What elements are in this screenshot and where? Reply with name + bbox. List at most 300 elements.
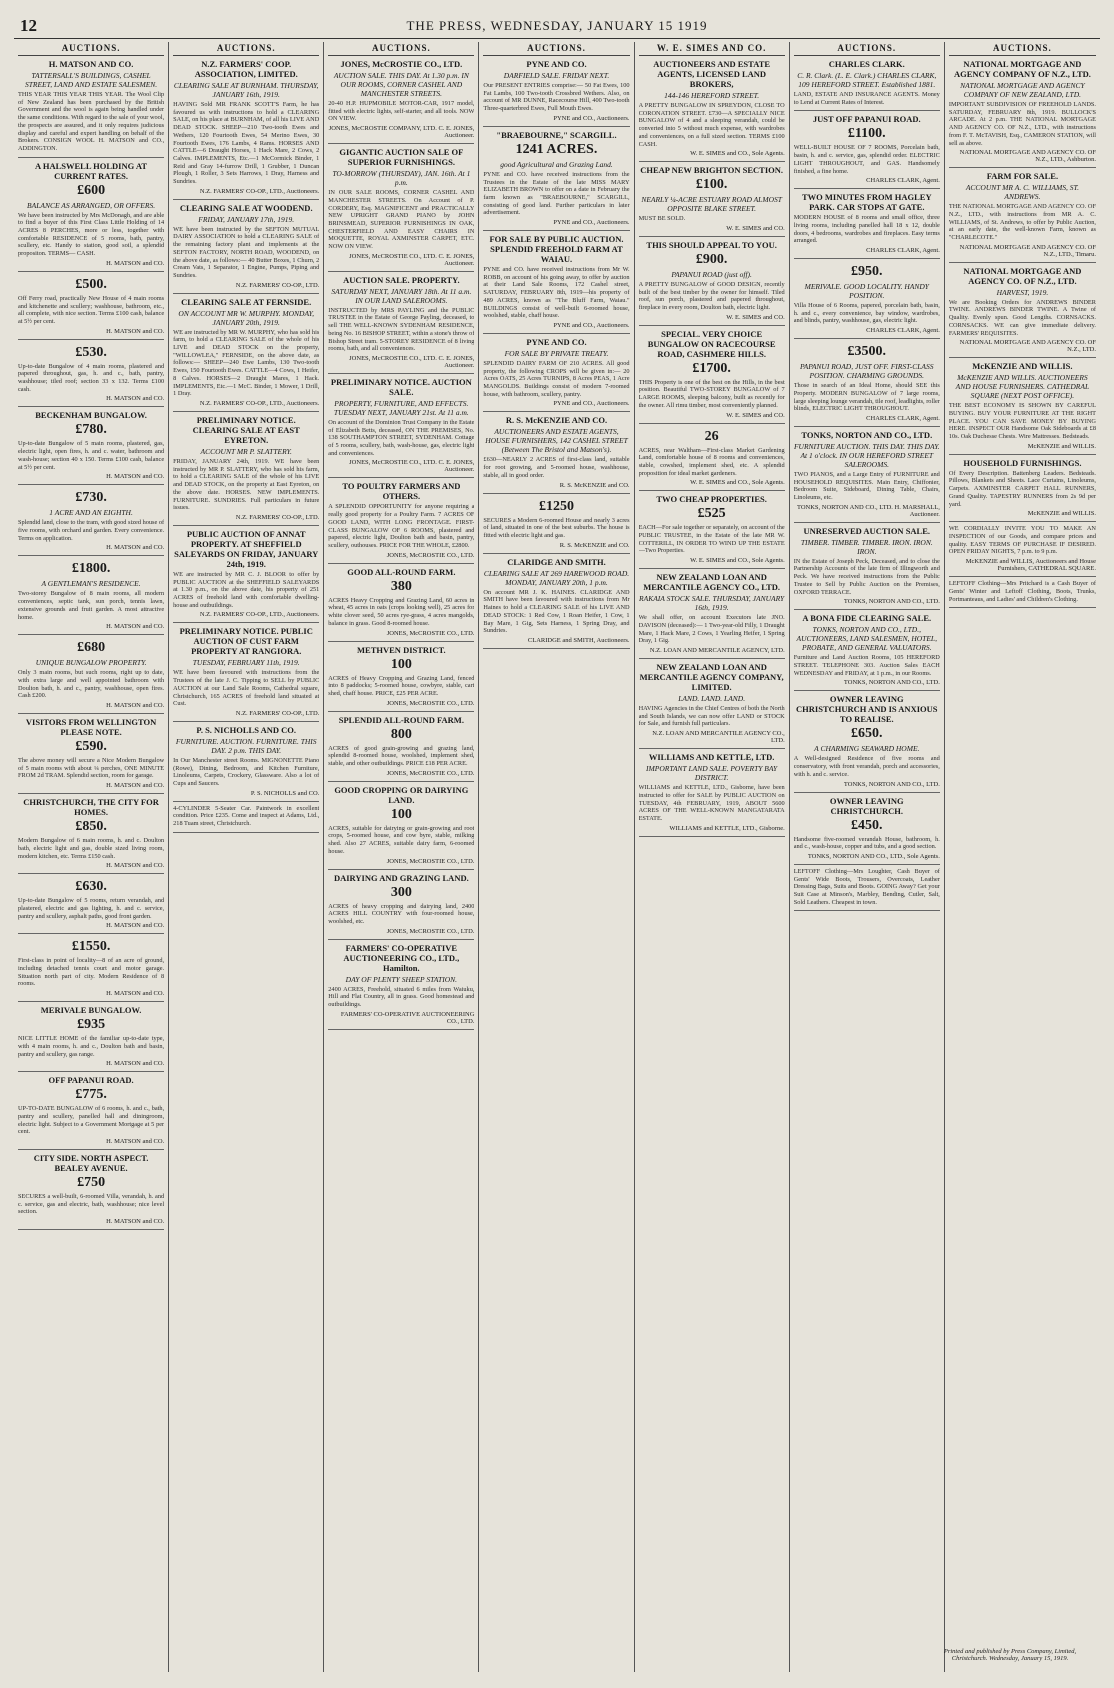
ad-body-text: Two-storey Bungalow of 8 main rooms, all modern conveniences, septic tank, sun porch, tennis lawn, extensive grounds and fruit garden. A most attractive home.	[18, 590, 165, 621]
advertisement	[173, 526, 319, 624]
ad-signature: H. MATSON and CO.	[106, 1218, 165, 1226]
ad-body-text: Our PRESENT ENTRIES comprise:— 50 Fat Ewes, 100 Fat Lambs, 100 Two-tooth Crossbred Wethers. Also, on account of MR DUNNE, Racecourse Hill, 400 Two-tooth Three-quarterbred Ewes, Full Mouth Ewes.	[483, 82, 630, 113]
ad-subheading: SATURDAY NEXT, JANUARY 18th. At 11 a.m. IN OUR LAND SALEROOMS.	[331, 286, 472, 305]
advertisement	[18, 934, 164, 1002]
advertisement	[18, 158, 164, 272]
advertisement	[794, 610, 940, 691]
column-header: AUCTIONS.	[794, 42, 940, 56]
page-title: THE PRESS, WEDNESDAY, JANUARY 15 1919	[406, 18, 708, 33]
advertisement	[794, 691, 940, 792]
ad-signature: JONES, McCROSTIE CO., LTD.	[386, 629, 475, 637]
ad-body-text: A Well-designed Residence of five rooms and conservatory, with front verandah, porch and accessories, with h. and c. service.	[793, 755, 940, 778]
ad-signature: JONES, McCROSTIE CO., LTD.	[386, 551, 475, 559]
ad-heading: UNRESERVED AUCTION SALE.	[803, 525, 931, 536]
ad-signature: JONES, McCROSTIE CO., LTD. C. E. JONES, Auctioneer.	[349, 459, 475, 474]
ad-subheading: A GENTLEMAN'S RESIDENCE.	[41, 579, 141, 589]
ad-subheading: LAND. LAND. LAND.	[678, 693, 746, 703]
ad-heading: TWO CHEAP PROPERTIES.	[656, 494, 767, 505]
ad-heading: NEW ZEALAND LOAN AND MERCANTILE AGENCY CO., LTD.	[643, 572, 781, 593]
advertisement	[794, 259, 940, 339]
ad-price: £3500.	[847, 344, 887, 360]
ad-body-text: Up-to-date Bungalow of 4 main rooms, plastered and papered throughout, gas, h. and c., bath, pantry, washhouse; tiled roof; section 33 x 132. Terms £100 cash.	[18, 362, 165, 393]
ad-body-text: EACH—For sale together or separately, on account of the PUBLIC TRUSTEE, in the Estate of the late MR W. COTTERILL, IN ORDER TO WIND UP THE ESTATE—Two Properties.	[638, 524, 785, 555]
ad-signature: WILLIAMS and KETTLE, LTD., Gisborne.	[669, 824, 785, 832]
advertisement	[483, 412, 629, 493]
column-header: AUCTIONS.	[483, 42, 629, 56]
advertisement	[949, 263, 1096, 359]
ad-body-text: THE BEST ECONOMY IS SHOWN BY CAREFUL BUYING. BUY YOUR FURNITURE AT THE RIGHT PLACE. YOU CAN SAVE MONEY BY BUYING HERE. INSPECT OUR Handsome Oak Sideboards at £8 10s. Oak Duchesse Chests. Wire Mattresses. Bedsteads.	[948, 402, 1096, 441]
advertisement	[328, 374, 474, 479]
column-header: AUCTIONS.	[18, 42, 164, 56]
ad-body-text: 20-40 H.P. HUPMOBILE MOTOR-CAR, 1917 model, fitted with electric lights, self-starter, and all tools. NOW ON VIEW.	[328, 100, 475, 123]
ad-price: £525	[697, 506, 726, 522]
ad-subheading: DAY OF PLENTY SHEEP STATION.	[345, 974, 458, 984]
ad-signature: N.Z. LOAN AND MERCANTILE AGENCY, LTD.	[649, 646, 785, 654]
ad-heading: FOR SALE BY PUBLIC AUCTION. SPLENDID FREEHOLD FARM AT WAIAU.	[489, 234, 624, 265]
ad-body-text: THE NATIONAL MORTGAGE AND AGENCY CO. OF N.Z., LTD., with instructions from MR A. C. WILLIAMS, of St. Andrews, to offer by Public Auction, at an early date, the well-known Farm, known as "CHARLECOTE."	[948, 203, 1096, 242]
ad-body-text: A PRETTY BUNGALOW of GOOD DESIGN, recently built of the best timber by the owner for himself. Tiled roof, sun porch, plastered and papered throughout, fireplace in every room, Doulton bath, electric light.	[638, 280, 785, 312]
ad-subheading: TATTERSALL'S BUILDINGS, CASHEL STREET, LAND AND ESTATE SALESMEN.	[24, 71, 158, 89]
ad-signature: N.Z. FARMERS' CO-OP., LTD.	[235, 709, 320, 717]
ad-subheading: FURNITURE AUCTION. THIS DAY. THIS DAY. At 1 o'clock. IN OUR HEREFORD STREET SALEROOMS.	[793, 441, 940, 469]
ad-heading: R. S. McKENZIE AND CO.	[505, 415, 608, 426]
advertisement	[639, 237, 785, 326]
advertisement	[639, 491, 785, 569]
ad-subheading: AUCTION SALE. THIS DAY. At 1.30 p.m. IN OUR ROOMS, CORNER CASHEL AND MANCHESTER STREETS.	[333, 71, 469, 98]
ad-signature: PYNE and CO., Auctioneers.	[553, 219, 630, 227]
advertisement	[949, 522, 1096, 577]
ad-price: 26	[704, 428, 719, 444]
ad-heading: H. MATSON AND CO.	[48, 59, 134, 69]
ad-heading: P. S. NICHOLLS AND CO.	[196, 724, 296, 735]
advertisement	[173, 623, 319, 722]
advertisement	[639, 749, 785, 837]
ad-body-text: Splendid land, close to the tram, with good sized house of five rooms, with orchard and garden. Every convenience. Terms on application.	[18, 519, 165, 542]
ad-subheading: 1 ACRE AND AN EIGHTH.	[49, 508, 133, 518]
ad-subheading: 144-146 HEREFORD STREET.	[664, 91, 760, 100]
ad-subheading: MERIVALE. GOOD LOCALITY. HANDY POSITION.	[804, 282, 929, 301]
ad-body-text: INSTRUCTED by MRS PAYLING and the PUBLIC TRUSTEE in the Estate of George Payling, deceased, to sell THE WELL-KNOWN SYDENHAM RESIDENCE, being No. 16 BISHOP STREET, within a stone's throw of Bishop Street tram. 5-STOREY RESIDENCE of 8 living rooms, bath, and all conveniences.	[328, 306, 475, 353]
ad-heading: PRELIMINARY NOTICE. PUBLIC AUCTION OF CUST FARM PROPERTY AT RANGIORA.	[179, 626, 313, 657]
ad-body-text: FRIDAY, JANUARY 24th, 1919. WE have been instructed by MR P. SLATTERY, who has sold his farm, to hold a CLEARING SALE of the whole of his LIVE and DEAD STOCK, on the property at East Eyreton, on the above date. HORSES. NEW IMPLEMENTS. FURNITURE. SUNDRIES. Full particulars in future issues.	[173, 457, 320, 512]
ad-price: £530.	[75, 344, 107, 360]
column-header: AUCTIONS.	[173, 42, 319, 56]
ad-subheading: good Agricultural and Grazing Land.	[500, 159, 613, 169]
ad-signature: W. E. SIMES and CO.	[726, 411, 785, 419]
advertisement	[639, 326, 785, 424]
ad-price: 1241 ACRES.	[515, 141, 598, 157]
ad-signature: CHARLES CLARK, Agent.	[866, 177, 940, 185]
ad-heading: PYNE AND CO.	[526, 59, 587, 69]
advertisement	[18, 407, 164, 485]
ad-body-text: Villa House of 6 Rooms, papered, porcelain bath, basin, h. and c., every convenience, bay window, wardrobes, and blinds, pantry, washhouse, gas, electric light.	[793, 302, 940, 325]
ad-subheading: HARVEST, 1919.	[996, 287, 1049, 297]
advertisement	[949, 56, 1096, 168]
ad-body-text: In Our Manchester street Rooms. MIGNONETTE Piano (Rowe), Dining, Bedroom, and Kitchen Furniture, Linoleums, Carpets, Crockery, Glassware. Also a lot of Cups and Saucers.	[173, 756, 320, 788]
advertisement	[18, 556, 164, 635]
ad-price: £775.	[75, 1087, 107, 1103]
ad-body-text: We have been instructed by Mrs McDonagh, and are able to find a buyer of this First Class Little Holding of 14 ACRES 8 PERCHES, more or less, together with comfortable RESIDENCE of 5 rooms, bath, pantry, scullery, etc. Handy to station, good soil, a splendid propositon. TERMS— CASH.	[18, 211, 165, 258]
advertisement	[794, 56, 940, 111]
column-header: AUCTIONS.	[328, 42, 474, 56]
ad-heading: GIGANTIC AUCTION SALE OF SUPERIOR FURNISHINGS.	[339, 147, 464, 168]
ad-heading: PUBLIC AUCTION OF ANNAT PROPERTY. AT SHEFFIELD SALEYARDS ON FRIDAY, JANUARY 24th, 1919.	[174, 528, 319, 569]
ad-signature: JONES, McCROSTIE CO., LTD.	[386, 699, 475, 707]
ad-body-text: PYNE and CO. have received instructions from Mr W. ROBB, on account of his going away, to offer by auction at their Land Sale Rooms, 172 Cashel street, SATURDAY, FEBRUARY 8th, 1919—his property of 489 ACRES, known as "The Bluff Farm, Waiau." BUILDINGS consist of well-built 6-roomed house, woolshed, stable, chaff house.	[483, 266, 630, 320]
advertisement	[328, 478, 474, 563]
ad-signature: W. E. SIMES and CO., Sole Agents.	[690, 150, 785, 158]
ad-heading: TO POULTRY FARMERS AND OTHERS.	[342, 481, 461, 502]
advertisement	[483, 554, 629, 649]
advertisement	[639, 569, 785, 659]
ad-price: £900.	[695, 251, 728, 267]
advertisement	[18, 635, 164, 714]
advertisement	[794, 523, 940, 611]
ad-subheading: PROPERTY, FURNITURE, AND EFFECTS. TUESDAY NEXT, JANUARY 21st. At 11 a.m.	[333, 398, 469, 417]
ad-body-text: HAVING Sold MR FRANK SCOTT'S Farm, he has favoured us with instructions to hold a CLEARING SALE, on his place at BURNHAM, of all his LIVE AND DEAD STOCK. SHEEP—210 Two-tooth Ewes and Wethers, 120 Fourtooth Ewes, 54 Merino Ewes, 30 Fourtooth Ewes, 176 Lambs, 4 Rams. HORSES AND CATTLE—6 Draught Horses, 1 Hack Mare, 2 Cows, 2 Calves. IMPLEMENTS, Etc.—1 McCormick Binder, 1 Reid and Gray 14-furrow Drill, 1 Grubber, 1 Duncan Plough, 1 Roller, 3 Sets Harrows, 1 Dray, Harness and Sundries.	[173, 101, 320, 186]
ad-body-text: HAVING Agencies in the Chief Centres of both the North and South Islands, we can now offer LAND or STOCK for Sale, and furnish full particulars.	[638, 704, 785, 728]
ad-heading: "BRAEBOURNE," SCARGILL.	[496, 129, 617, 140]
ad-body-text: SECURES a Modern 6-roomed House and nearly 3 acres of land, situated in one of the best suburbs. The house is fitted with electric light and gas.	[483, 516, 630, 539]
ad-heading: FARM FOR SALE.	[986, 171, 1059, 182]
ad-signature: JONES, McCROSTIE CO., LTD. C. E. JONES, Auctioneer.	[349, 354, 475, 369]
ad-heading: A BONA FIDE CLEARING SALE.	[802, 613, 932, 624]
ad-heading: TONKS, NORTON AND CO., LTD.	[801, 429, 933, 440]
ad-body-text: ACRES, near Waltham—First-class Market Gardening Land, comfortable house of 8 rooms and conveniences, stable, cowshed, implement shed, etc. A splendid proposition for ideal market gardeners.	[638, 446, 785, 477]
ad-heading: CLEARING SALE AT FERNSIDE.	[181, 296, 312, 307]
ad-price: £750	[77, 1175, 106, 1191]
ad-signature: PYNE and CO., Auctioneers.	[553, 321, 630, 329]
ad-signature: McKENZIE and WILLIS.	[1027, 510, 1096, 518]
ad-subheading: AUCTIONEERS AND ESTATE AGENTS, HOUSE FURNISHERS, 142 CASHEL STREET (Between The Bristol and Matson's).	[485, 427, 628, 455]
ad-subheading: C. R. Clark. (L. E. Clark.) CHARLES CLARK, 109 HEREFORD STREET. Established 1881.	[797, 71, 937, 89]
ad-subheading: RAKAIA STOCK SALE. THURSDAY, JANUARY 16th, 1919.	[639, 594, 785, 613]
ad-price: 100	[390, 656, 412, 672]
ad-signature: JONES, McCROSTIE CO., LTD.	[386, 927, 475, 935]
advertisement	[639, 162, 785, 237]
ad-signature: H. MATSON and CO.	[106, 990, 165, 998]
ad-body-text: The above money will secure a Nice Modern Bungalow of 5 main rooms with about ¼ perches, ONE MINUTE FROM 2d TRAM. Splendid section, room for garage.	[18, 757, 165, 780]
ad-subheading: FURNITURE. AUCTION. FURNITURE. THIS DAY. 2 p.m. THIS DAY.	[175, 736, 317, 755]
advertisement	[794, 111, 940, 189]
ad-body-text: Furniture and Land Auction Rooms, 105 HEREFORD STREET. TELEPHONE 303. Auction Sales EACH WEDNESDAY and FRIDAY, at 1 p.m., in our Rooms.	[793, 654, 940, 677]
ad-subheading: FOR SALE BY PRIVATE TREATY.	[504, 348, 609, 358]
ad-price: £600	[77, 182, 106, 198]
ad-heading: VISITORS FROM WELLINGTON PLEASE NOTE.	[25, 717, 157, 738]
advertisement	[328, 564, 474, 642]
ad-signature: W. E. SIMES and CO.	[726, 224, 785, 232]
ad-body-text: WILLIAMS and KETTLE, LTD., Gisborne, have been instructed to offer for SALE by PUBLIC AUCTION on TUESDAY, 4th FEBRUARY, 1919, ABOUT 5600 ACRES OF THE WELL-KNOWN MANGATARATA ESTATE.	[638, 784, 785, 822]
advertisement	[18, 714, 164, 794]
ad-body-text: ACRES, suitable for dairying or grain-growing and root crops, 5-roomed house, and cow byre, stable, milking shed. Also 27 ACRES, suitable dairy farm, 6-roomed house.	[328, 824, 475, 855]
advertisement	[483, 231, 629, 334]
ad-signature: NATIONAL MORTGAGE AND AGENCY CO. OF N.Z., LTD., Timaru.	[959, 243, 1096, 258]
ad-heading: CHARLES CLARK.	[828, 59, 905, 69]
ad-subheading: TONKS, NORTON AND CO., LTD., AUCTIONEERS, LAND SALESMEN, HOTEL, PROBATE, AND GENERAL VALUATORS.	[796, 625, 937, 653]
column	[324, 42, 479, 1672]
ad-subheading: TIMBER. TIMBER. TIMBER. IRON. IRON. IRON.	[800, 537, 933, 556]
ad-signature: H. MATSON and CO.	[106, 327, 165, 335]
ad-heading: FARMERS' CO-OPERATIVE AUCTIONEERING CO., LTD., Hamilton.	[343, 942, 460, 973]
ad-body-text: Off Ferry road, practically New House of 4 main rooms and kitchenette and scullery; washhouse, bathroom, etc., all complete, with nice section. Terms £100 cash, balance at 5½ per cent.	[18, 294, 165, 325]
ad-heading: GOOD CROPPING OR DAIRYING LAND.	[334, 784, 469, 805]
ad-body-text: IN the Estate of Joseph Peck, Deceased, and to close the Partnership Accounts of the late firm of Illingworth and Peck. We have received instructions from the Public Trustee to Sell by Public Auction on the Premises, OXFORD TERRACE.	[793, 557, 940, 596]
ad-heading: N.Z. FARMERS' COOP. ASSOCIATION, LIMITED.	[194, 59, 298, 79]
advertisement	[639, 659, 785, 749]
ad-body-text: WELL-BUILT HOUSE OF 7 ROOMS, Porcelain bath, basin, h. and c. service, gas, splendid order. ELECTRIC LIGHT THROUGHOUT, and GAS. Handsomely finished, a fine home.	[793, 144, 940, 175]
ad-heading: OFF PAPANUI ROAD.	[48, 1075, 134, 1086]
ad-price: £730.	[75, 490, 107, 506]
masthead	[14, 14, 1100, 39]
ad-body-text: Handsome five-roomed verandah House, bathroom, h. and c., wash-house, copper and tubs, and a good section.	[793, 835, 940, 851]
ad-signature: CHARLES CLARK, Agent.	[866, 327, 940, 335]
ad-heading: OWNER LEAVING CHRISTCHURCH AND IS ANXIOUS TO REALISE.	[796, 694, 938, 725]
ad-signature: H. MATSON and CO.	[106, 782, 165, 790]
ad-price: £680	[77, 640, 106, 656]
ad-price: £1250	[538, 498, 574, 514]
ad-price: £1700.	[692, 360, 731, 376]
ad-subheading: PAPANUI ROAD (just off).	[671, 269, 752, 279]
ad-signature: H. MATSON and CO.	[106, 1060, 165, 1068]
ad-body-text: UP-TO-DATE BUNGALOW of 6 rooms, h. and c., bath, pantry and scullery, panelled hall and diningroom, electric light. Subject to a Government Mortgage at 5 per cent.	[18, 1105, 165, 1136]
ad-body-text: A PRETTY BUNGALOW IN SPREYDON, CLOSE TO CORONATION STREET. £730—A SPECIALLY NICE BUNGALOW of 4 and a sleeping verandah, could be converted into 5 without much expense, with wardrobes and conveniences, on a full sized section. TERMS £100 CASH.	[638, 102, 785, 148]
ad-price: £850.	[75, 819, 107, 835]
ad-signature: H. MATSON and CO.	[106, 922, 165, 930]
ad-signature: H. MATSON and CO.	[106, 623, 165, 631]
ad-price: £780.	[75, 422, 107, 438]
ad-body-text: IN OUR SALE ROOMS, CORNER CASHEL AND MANCHESTER STREETS. On Account of P. CORDERY, Esq. MAGNIFICENT and PRACTICALLY NEW UPRIGHT GRAND PIANO by JOHN BRINSMEAD, SUPERIOR FURNISHINGS IN OAK, CHESTERFIELD AND EASY CHAIRS IN MOQUETTE, ROYAL AXMINSTER CARPET, ETC. NOW ON VIEW.	[328, 189, 475, 251]
advertisement	[18, 1002, 164, 1072]
ad-heading: CLEARING SALE AT WOODEND.	[179, 202, 313, 213]
advertisement	[18, 340, 164, 408]
column	[635, 42, 790, 1672]
ad-subheading: CLEARING SALE AT 269 HAREWOOD ROAD. MONDAY, JANUARY 20th, 1 p.m.	[483, 568, 630, 587]
advertisement	[18, 1072, 164, 1150]
ad-heading: TWO MINUTES FROM HAGLEY PARK. CAR STOPS AT GATE.	[801, 192, 932, 213]
ad-body-text: First-class in point of locality—8 of an acre of ground, including detached tennis court and motor garage. Situation north part of city. Modern Residence of 8 rooms.	[18, 957, 165, 988]
advertisement	[794, 427, 940, 523]
ad-body-text: ACRES of good grain-growing and grazing land, splendid 8-roomed house, woolshed, implement shed, stable, and other outbuildings. PRICE £18 PER ACRE.	[328, 744, 475, 768]
ad-body-text: LAND, ESTATE AND INSURANCE AGENTS. Money to Lend at Current Rates of Interest.	[793, 91, 940, 106]
ad-signature: CHARLES CLARK, Agent.	[866, 247, 940, 255]
ad-price: £1550.	[71, 939, 111, 955]
column	[790, 42, 945, 1672]
advertisement	[794, 189, 940, 259]
ad-heading: CHEAP NEW BRIGHTON SECTION.	[640, 165, 784, 176]
ad-body-text: WE are instructed by MR W. MURPHY, who has sold his farm, to hold a CLEARING SALE of the whole of his LIVE and DEAD STOCK on the property, "WILLOWLEA," FERNSIDE, on the above date, as follows:— SHEEP—240 Ewe Lambs, 130 Two-tooth Ewes, 150 Fourtooth Ewes. CATTLE—4 Cows, 1 Heifer, 8 Calves. HORSES—2 Draught Mares, 1 Hack. IMPLEMENTS, Etc.—1 McC. Binder, 1 Mower, 1 Drill, 1 Dray.	[173, 328, 320, 398]
column-header: W. E. SIMES AND CO.	[639, 42, 785, 56]
advertisement	[18, 272, 164, 340]
ad-body-text: THIS Property is one of the best on the Hills, in the best position. Beautiful TWO-STOREY BUNGALOW of 7 LARGE ROOMS, sleeping balcony, built as recently for the owner. All rimu timber, most conveniently planned.	[638, 378, 785, 409]
ad-heading: NEW ZEALAND LOAN AND MERCANTILE AGENCY COMPANY, LIMITED.	[639, 661, 784, 692]
ad-body-text: Up-to-date Bungalow of 5 rooms, return verandah, and plastered, electric and gas lighting, h. and c. service, pantry and scullery, asphalt paths, good front garden.	[18, 897, 165, 920]
ad-heading: NATIONAL MORTGAGE AND AGENCY COMPANY OF N.Z., LTD.	[953, 59, 1091, 79]
ad-signature: CHARLES CLARK, Agent.	[866, 414, 940, 422]
ad-signature: N.Z. FARMERS' CO-OP., LTD., Auctioneers.	[199, 399, 320, 407]
ad-signature: N.Z. LOAN AND MERCANTILE AGENCY CO., LTD.	[652, 730, 785, 745]
ad-price: £650.	[851, 726, 883, 742]
ad-price: 300	[390, 884, 412, 900]
ad-body-text: 4-CYLINDER 5-Seater Car. Paintwork in excellent condition. Price £235. Come and inspect at Adams, Ltd., 218 Tuam street, Christchurch.	[173, 804, 320, 828]
advertisement	[173, 802, 319, 833]
ad-body-text: On account MR J. K. HAINES. CLARIDGE AND SMITH have been favoured with instructions from Mr Haines to hold a CLEARING SALE of his LIVE AND DEAD STOCK: 1 Red Cow, 1 Roan Heifer, 1 Cow, 1 Bay Mare, 1 Gig, Sets Harness, 1 Spring Dray, and Sundries.	[483, 588, 630, 635]
ad-price: £950.	[851, 264, 883, 280]
advertisement	[794, 339, 940, 427]
ad-price: £450.	[851, 817, 883, 833]
advertisement	[483, 56, 629, 127]
ad-subheading: ACCOUNT MR A. C. WILLIAMS, ST. ANDREWS.	[965, 183, 1079, 202]
ad-signature: R. S. McKENZIE and CO.	[559, 541, 630, 549]
ad-body-text: SPLENDID DAIRY FARM OF 210 ACRES. All good property, the following CROPS will be given in:— 20 Acres OATS, 25 Acres TURNIPS, 8 Acres PEAS, 1 Acre MANGOLDS. Buildings consist of modern 7-roomed house, with bathroom, scullery, pantry.	[483, 359, 630, 398]
ad-signature: R. S. McKENZIE and CO.	[559, 481, 630, 489]
advertisement	[173, 412, 319, 526]
ad-subheading: A CHARMING SEAWARD HOME.	[814, 744, 920, 754]
ad-heading: HOUSEHOLD FURNISHINGS.	[963, 457, 1082, 468]
advertisement	[949, 358, 1096, 455]
ad-signature: H. MATSON and CO.	[106, 1138, 165, 1146]
ad-signature: TONKS, NORTON AND CO., LTD. H. MARSHALL, Auctioneer.	[796, 503, 940, 518]
advertisement	[949, 168, 1096, 263]
ad-subheading: PAPANUI ROAD, JUST OFF. FIRST-CLASS POSITION. CHARMING GROUNDS.	[800, 362, 934, 381]
ad-signature: NATIONAL MORTGAGE AND AGENCY CO. OF N.Z., LTD., Ashburton.	[959, 149, 1096, 164]
ad-heading: CLARIDGE AND SMITH.	[507, 556, 606, 567]
ad-price: 100	[390, 806, 412, 822]
ad-body-text: WE have been favoured with instructions from the Trustees of the late J. C. Tipping to SELL by PUBLIC AUCTION at our Land Sale Rooms, Cathedral square, Christchurch, 165 ACRES of freehold land situated at Cust.	[173, 669, 320, 708]
ad-body-text: SECURES a well-built, 6-roomed Villa, verandah, h. and c. service, gas and electric, bath, washhouse; nice level section.	[18, 1193, 165, 1216]
ad-signature: NATIONAL MORTGAGE AND AGENCY CO. OF N.Z., LTD.	[959, 339, 1096, 354]
advertisement	[173, 722, 319, 802]
ad-subheading: NEARLY ¼-ACRE ESTUARY ROAD ALMOST OPPOSITE BLAKE STREET.	[641, 195, 782, 214]
ad-heading: WILLIAMS AND KETTLE, LTD.	[648, 752, 775, 763]
ad-heading: McKENZIE AND WILLIS.	[972, 361, 1073, 372]
advertisement	[18, 56, 164, 158]
ad-body-text: LEFTOFF Clothing—Mrs Loughter, Cash Buyer of Gents' Wide Boots, Trousers, Overcoats, Leather Dressing Bags, Suits and Boots. GOING Away? Get your Suit Case at Minson's, Marbley, Bending, Cutler, Salt, Sold Leathers. Cheapest in town.	[793, 867, 940, 906]
ad-price: £935	[77, 1017, 106, 1033]
ad-heading: SPLENDID ALL-ROUND FARM.	[338, 714, 464, 725]
ad-body-text: MUST BE SOLD.	[638, 215, 686, 223]
ad-body-text: ACRES of Heavy Cropping and Grazing Land, fenced into 8 paddocks; 5-roomed house, cowbyre, stable, cart shed, chaff house. PRICE, £25 PER ACRE.	[328, 674, 475, 697]
ad-body-text: WE CORDIALLY INVITE YOU TO MAKE AN INSPECTION of our Goods, and compare prices and quality. EASY TERMS OF PURCHASE IF DESIRED. OPEN FRIDAY NIGHTS, 7 p.m. to 9 p.m.	[948, 525, 1096, 556]
ad-body-text: NICE LITTLE HOME of the familiar up-to-date type, with 4 main rooms, h. and c., Doulton bath and basin, pantry and scullery, gas range.	[18, 1035, 165, 1058]
ad-price: £1100.	[847, 126, 886, 142]
ad-body-text: THIS YEAR THIS YEAR THIS YEAR. The Wool Clip of New Zealand has been purchased by the British Government and the wool is again being handled under the same conditions. With regard to the sale of your wool, the prospects are assured, and it only requires judicious display and careful and expert handling on behalf of the Brokers. CONSIGN WOOL H. MATSON and CO., ADDINGTON.	[18, 91, 165, 152]
ad-price: £100.	[695, 177, 728, 193]
ad-signature: H. MATSON and CO.	[106, 862, 165, 870]
ad-price: £590.	[75, 739, 107, 755]
ad-subheading: ACCOUNT MR P. SLATTERY.	[200, 446, 292, 456]
advertisement	[949, 577, 1096, 608]
ad-subheading: TUESDAY, FEBRUARY 11th, 1919.	[192, 658, 300, 668]
ad-heading: PYNE AND CO.	[526, 336, 587, 347]
ad-signature: H. MATSON and CO.	[106, 259, 165, 267]
advertisement	[483, 334, 629, 413]
ad-body-text: ACRES of heavy cropping and dairying land, 2400 ACRES HILL COUNTRY with four-roomed house, woolshed, etc.	[328, 902, 475, 925]
ad-heading: PRELIMINARY NOTICE. CLEARING SALE AT EAST EYRETON.	[192, 414, 300, 445]
advertisement	[18, 794, 164, 874]
ad-signature: W. E. SIMES and CO., Sole Agents.	[690, 557, 785, 565]
ad-signature: TONKS, NORTON AND CO., LTD., Sole Agents.	[807, 852, 940, 860]
advertisement	[18, 485, 164, 556]
ad-subheading: UNIQUE BUNGALOW PROPERTY.	[35, 658, 147, 668]
page-number: 12	[20, 16, 37, 35]
ad-signature: TONKS, NORTON AND CO., LTD.	[843, 598, 940, 606]
advertisement	[483, 494, 629, 554]
ad-body-text: WE are instructed by MR C. J. BLOOR to offer by PUBLIC AUCTION at the SHEFFIELD SALEYARDS at 1.30 p.m., on the above date, his property of 251 ACRES of freehold land with comfortable dwelling-house and outbuildings.	[173, 570, 320, 609]
ad-signature: H. MATSON and CO.	[106, 544, 165, 552]
ad-signature: JONES, McCROSTIE CO., LTD. C. E. JONES, Auctioneer.	[349, 252, 475, 267]
ad-price: £500.	[75, 276, 107, 292]
ad-body-text: Of Every Description. Battenberg Leaders. Bedsteads. Pillows, Blankets and Sheets. Lace Curtains, Linoleums, Carpets. AXMINSTER CARPET HALL RUNNERS, Grand Quality. TAPESTRY RUNNERS from 2s 9d per yard.	[948, 469, 1096, 508]
advertisement	[328, 782, 474, 870]
ad-body-text: MODERN HOUSE of 8 rooms and small office, three living rooms, including panelled hall 18 x 12, double doors, 4 bedrooms, wardrobes and fireplaces. Easy terms arranged.	[793, 214, 940, 245]
ad-signature: N.Z. FARMERS' CO-OP., LTD., Auctioneers.	[199, 611, 320, 619]
ad-heading: NATIONAL MORTGAGE AND AGENCY CO. OF N.Z., LTD.	[963, 265, 1082, 286]
ad-price: £1800.	[71, 561, 111, 577]
ad-signature: N.Z. FARMERS' CO-OP., LTD.	[235, 281, 320, 289]
ad-subheading: CLEARING SALE AT BURNHAM. THURSDAY, JANUARY 16th, 1919.	[173, 81, 319, 99]
ad-body-text: LEFTOFF Clothing—Mrs Pritchard is a Cash Buyer of Gents' Winter and Leftoff Clothing, Boots, Trunks, Portmanteaus, and Ladies' and Children's Clothing.	[948, 580, 1096, 603]
ad-body-text: Modern Bungalow of 6 main rooms, h. and c. Doulton bath, electric light and gas, double sized living room, modern kitchen, etc. Terms £150 cash.	[18, 837, 165, 860]
ad-signature: TONKS, NORTON AND CO., LTD.	[843, 780, 940, 788]
ad-subheading: DARFIELD SALE. FRIDAY NEXT.	[503, 71, 610, 80]
ad-body-text: ACRES Heavy Cropping and Grazing Land, 60 acres in wheat, 45 acres in oats (crops looking well), 25 acres for white clover seed, 50 acres rye-grass, 4 acres mangolds, balance in grass. Good 8-roomed house.	[328, 596, 475, 627]
ad-signature: PYNE and CO., Auctioneers.	[553, 400, 630, 408]
ad-signature: H. MATSON and CO.	[106, 473, 165, 481]
column	[169, 42, 324, 1672]
advertisement	[328, 712, 474, 782]
advertisement	[173, 294, 319, 412]
ad-signature: H. MATSON and CO.	[106, 395, 165, 403]
ad-signature: FARMERS' CO-OPERATIVE AUCTIONEERING CO., LTD.	[340, 1010, 475, 1025]
ad-heading: OWNER LEAVING CHRISTCHURCH.	[829, 795, 904, 816]
advertisement	[794, 793, 940, 865]
ad-subheading: ON ACCOUNT MR W. MURPHY. MONDAY, JANUARY 20th, 1919.	[178, 308, 314, 327]
ad-heading: PRELIMINARY NOTICE. AUCTION SALE.	[330, 376, 472, 397]
ad-body-text: On account of the Dominion Trust Company in the Estate of Elizabeth Betts, deceased, ON THE PREMISES, No. 138 SOUTHAMPTON STREET, SYDENHAM. Cottage of 5 rooms, scullery, bath, wash-house, gas, electric light and conveniences.	[328, 418, 475, 457]
ad-signature: PYNE and CO., Auctioneers.	[553, 114, 630, 122]
advertisement	[328, 272, 474, 374]
ad-body-text: Up-to-date Bungalow of 5 main rooms, plastered, gas, electric light, open fires, h. and c. water, bathroom and wash-house; section 40 x 150. Terms £100 cash, balance at 5½ per cent.	[18, 440, 165, 471]
ad-heading: THIS SHOULD APPEAL TO YOU.	[646, 239, 777, 250]
ad-signature: JONES, McCROSTIE COMPANY, LTD. C. E. JONES, Auctioneer.	[328, 125, 475, 140]
ad-price: 380	[390, 578, 412, 594]
advertisement	[794, 865, 940, 912]
ad-signature: W. E. SIMES and CO., Sole Agents.	[690, 479, 785, 487]
ad-subheading: BALANCE AS ARRANGED, OR OFFERS.	[27, 200, 156, 210]
ad-body-text: £630—NEARLY 2 ACRES of first-class land, suitable for root growing, and 5-roomed house, washhouse, stable, all in good order.	[483, 456, 630, 479]
ad-subheading: McKENZIE AND WILLIS. AUCTIONEERS AND HOUSE FURNISHERS. CATHEDRAL SQUARE (NEXT POST OFFICE).	[955, 373, 1090, 401]
ad-price: £630.	[75, 879, 107, 895]
ad-heading: JUST OFF PAPANUI ROAD.	[812, 114, 921, 125]
ad-signature: P. S. NICHOLLS and CO.	[250, 789, 320, 797]
advertisement	[639, 424, 785, 492]
ad-signature: McKENZIE and WILLIS.	[1027, 442, 1096, 450]
ad-body-text: A SPLENDID OPPORTUNITY for anyone requiring a really good property for a Poultry Farm. 7 ACRES OF GOOD LAND, WITH LONG FRONTAGE. FIRST-CLASS BUNGALOW OF 6 ROOMS, plastered and papered, electric light, Doulton bath and basin, pantry, scullery, outhouses. PRICE FOR THE WHOLE, £2800.	[328, 503, 475, 549]
ad-subheading: IMPORTANT LAND SALE. POVERTY BAY DISTRICT.	[646, 764, 778, 783]
ad-heading: GOOD ALL-ROUND FARM.	[347, 566, 456, 577]
advertisement	[173, 200, 319, 294]
advertisement	[328, 144, 474, 272]
ad-signature: N.Z. FARMERS' CO-OP., LTD., Auctioneers.	[199, 187, 320, 195]
ad-body-text: 2400 ACRES, Freehold, situated 6 miles from Waiuku, Hill and Flat Country, all in grass. Good homestead and outbuildings.	[328, 985, 475, 1009]
columns	[14, 42, 1100, 1672]
ad-body-text: PYNE and CO. have received instructions from the Trustees in the Estate of the late MISS MARY ELIZABETH BROWN to offer on a date in February the farm known as "BRAEBOURNE," SCARGILL, consisting of good land. Further particulars in later advertisement.	[483, 170, 630, 217]
column	[945, 42, 1100, 1672]
ad-body-text: We shall offer, on account Executors late JNO. DAVISON (deceased):— 1 Two-year-old Filly, 1 Draught Mare, 1 Hack Mare, 2 Cows, 1 Yearling Heifer, 1 Spring Dray, 1 Gig.	[638, 614, 785, 645]
ad-heading: JONES, McCROSTIE CO., LTD.	[340, 59, 463, 69]
column	[14, 42, 169, 1672]
ad-heading: AUCTION SALE. PROPERTY.	[343, 274, 460, 285]
